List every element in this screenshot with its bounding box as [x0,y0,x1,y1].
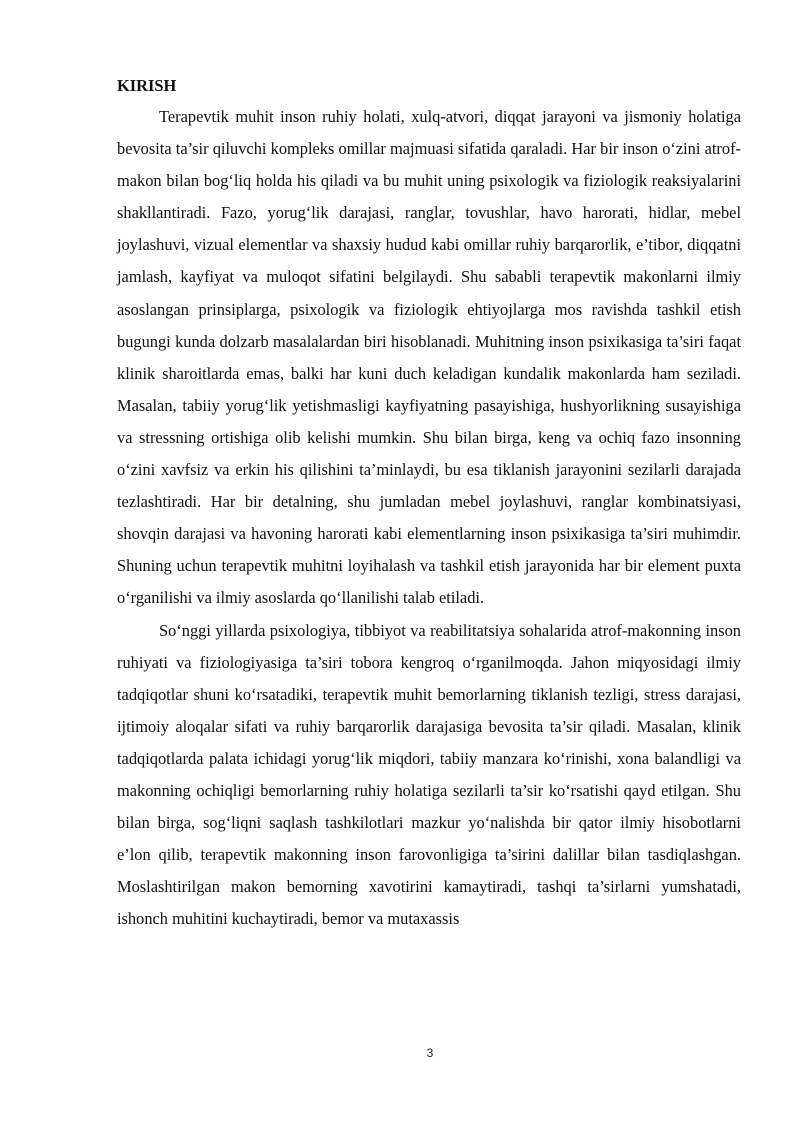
section-heading: KIRISH [117,76,177,95]
document-page [117,76,741,935]
paragraph: So‘nggi yillarda psixologiya, tibbiyot va reabilitatsiya sohalarida atrof-makonning inson ruhiyati va fiziologiyasiga ta’siri tobora kengroq o‘rganilmoqda. Jahon miqyosidagi ilmiy tadqiqotlar shuni ko‘rsatadiki, terapevtik muhit bemorlarning tiklanish tezligi, stress darajasi, ijtimoiy aloqalar sifati va ruhiy barqarorlik darajasiga bevosita ta’sir qiladi. Masalan, klinik tadqiqotlarda palata ichidagi yorug‘lik miqdori, tabiiy manzara ko‘rinishi, xona balandligi va makonning ochiqligi bemorlarning ruhiy holatiga sezilarli ta’sir ko‘rsatishi qayd etilgan. Shu bilan birga, sog‘liqni saqlash tashkilotlari mazkur yo‘nalishda bir qator ilmiy hisobotlarni e’lon qilib, terapevtik makonning inson farovonligiga ta’sirini dalillar bilan tasdiqlashgan. Moslashtirilgan makon bemorning xavotirini kamaytiradi, tashqi ta’sirlarni yumshatadi, ishonch muhitini kuchaytiradi, bemor va mutaxassis [117,620,741,929]
page-number: 3 [426,1046,434,1060]
paragraph: Terapevtik muhit inson ruhiy holati, xulq-atvori, diqqat jarayoni va jismoniy holatiga bevosita ta’sir qiluvchi kompleks omillar majmuasi sifatida qaraladi. Har bir inson o‘zini atrof-makon bilan bog‘liq holda his qiladi va bu muhit uning psixologik va fiziologik reaksiyalarini shakllantiradi. Fazo, yorug‘lik darajasi, ranglar, tovushlar, havo harorati, hidlar, mebel joylashuvi, vizual elementlar va shaxsiy hudud kabi omillar ruhiy barqarorlik, e’tibor, diqqatni jamlash, kayfiyat va muloqot sifatini belgilaydi. Shu sababli terapevtik makonlarni ilmiy asoslangan prinsiplarga, psixologik va fiziologik ehtiyojlarga mos ravishda tashkil etish bugungi kunda dolzarb masalalardan biri hisoblanadi. Muhitning inson psixikasiga ta’siri faqat klinik sharoitlarda emas, balki har kuni duch keladigan kundalik makonlarda ham seziladi. Masalan, tabiiy yorug‘lik yetishmasligi kayfiyatning pasayishiga, hushyorlikning susayishiga va stressning ortishiga olib kelishi mumkin. Shu bilan birga, keng va ochiq fazo insonning o‘zini xavfsiz va erkin his qilishini ta’minlaydi, bu esa tiklanish jarayonini sezilarli darajada tezlashtiradi. Har bir detalning, shu jumladan mebel joylashuvi, ranglar kombinatsiyasi, shovqin darajasi va havoning harorati kabi elementlarning inson psixikasiga ta’siri muhimdir. Shuning uchun terapevtik muhitni loyihalash va tashkil etish jarayonida har bir element puxta o‘rganilishi va ilmiy asoslarda qo‘llanilishi talab etiladi. [117,107,741,608]
